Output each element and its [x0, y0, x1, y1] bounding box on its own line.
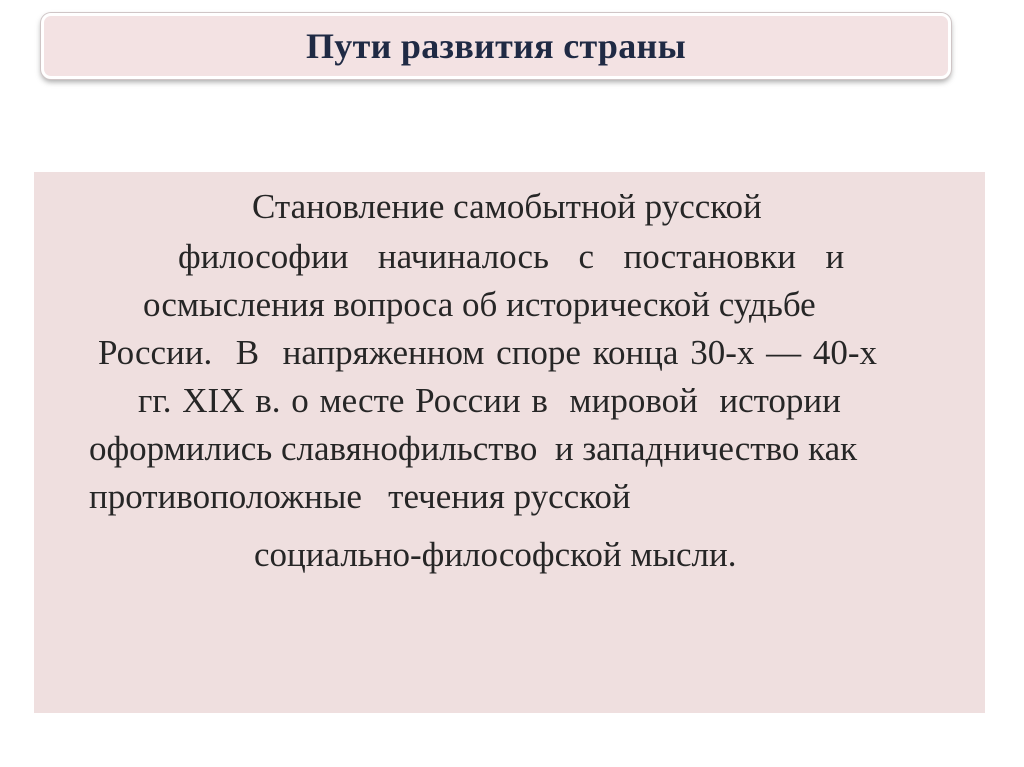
paragraph-line: философии начиналось с постановки и	[178, 237, 845, 276]
slide-title: Пути развития страны	[306, 26, 686, 66]
paragraph-line: осмысления вопроса об исторической судьбе	[143, 285, 816, 324]
paragraph-line: социально-философской мысли.	[254, 535, 737, 574]
paragraph-line: противоположные течения русской	[89, 477, 631, 516]
paragraph-line: гг. XIX в. о месте России в мировой истории	[138, 381, 841, 420]
paragraph-line: оформились славянофильство и западничество как	[89, 429, 858, 468]
paragraph-line: Становление самобытной русской	[252, 187, 762, 226]
title-banner	[41, 13, 951, 79]
paragraph-line: России. В напряженном споре конца 30-х — 40-х	[98, 333, 878, 372]
